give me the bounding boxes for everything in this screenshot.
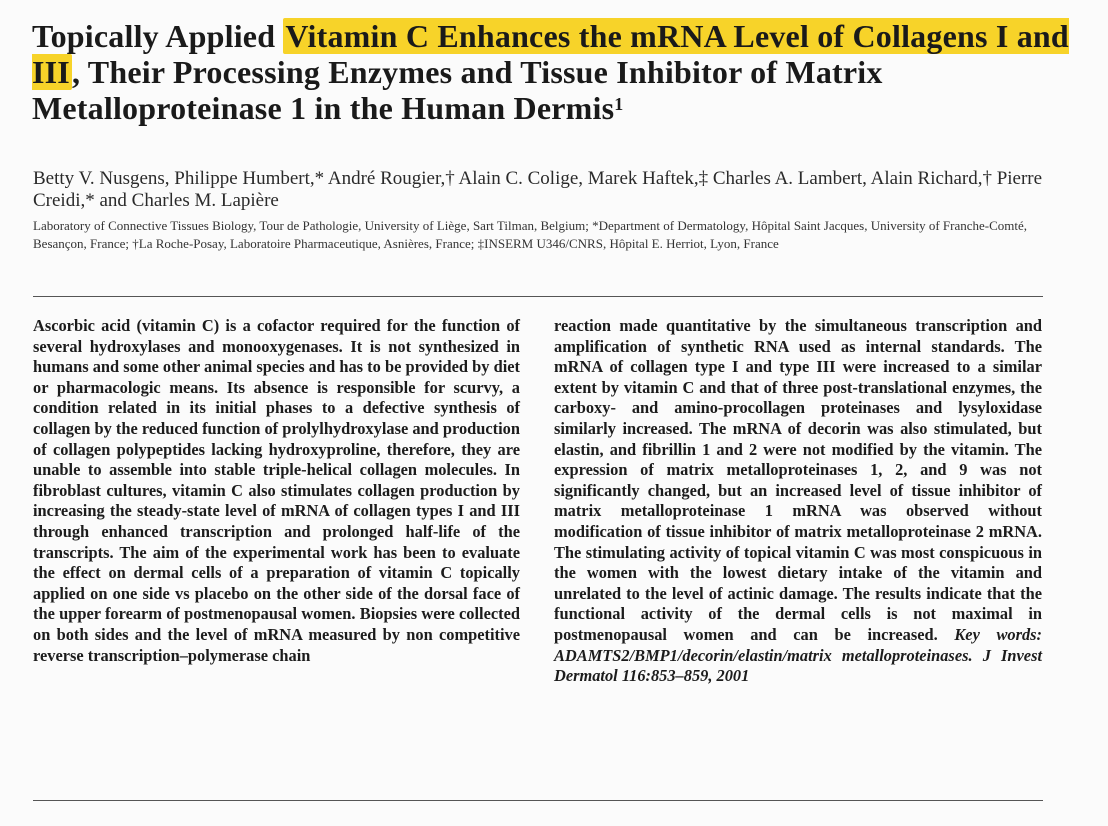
abstract-left-column: Ascorbic acid (vitamin C) is a cofactor required for the function of several hydroxylases and monooxygenases. It is not synthesized in humans and some other animal species and has to be provided by diet or pharmacologic means. Its absence is responsible for scurvy, a condition related in its initial phases to a defective synthesis of collagen by the reduced function of prolylhydroxylase and production of collagen polypeptides lacking hydroxyproline, therefore, they are unable to assemble into stable triple-helical collagen molecules. In fibroblast cultures, vitamin C also stimulates collagen production by increasing the steady-state level of mRNA of collagen types I and III through enhanced transcription and prolonged half-life of the transcripts. The aim of the experimental work has been to evaluate the effect on dermal cells of a preparation of vitamin C topically applied on one side vs placebo on the other side of the dorsal face of the upper forearm of postmenopausal women. Biopsies were collected on both sides and the level of mRNA measured by non competitive reverse transcription–polymerase chain [33, 316, 520, 665]
title-highlight: Vitamin C Enhances the mRNA Level of Collagens I and III [32, 18, 1069, 90]
title-footnote-marker: 1 [614, 94, 624, 114]
abstract-right-column [554, 316, 1042, 687]
title-part2: , Their Processing Enzymes and Tissue Inhibitor of Matrix Metalloproteinase 1 in the Human Dermis [32, 54, 883, 126]
affiliations: Laboratory of Connective Tissues Biology, Tour de Pathologie, University of Liège, Sart Tilman, Belgium; *Department of Dermatology, Hôpital Saint Jacques, University of Franche-Comté, Besançon, France; †La Roche-Posay, Laboratoire Pharmaceutique, Asnières, France; ‡INSERM U346/CNRS, Hôpital E. Herriot, Lyon, France [33, 218, 1028, 251]
keywords: Key words: ADAMTS2/BMP1/decorin/elastin/matrix metalloproteinases. J Invest Dermatol 116:853–859, 2001 [554, 624, 1042, 686]
bottom-divider [33, 800, 1043, 801]
author-list: Betty V. Nusgens, Philippe Humbert,* André Rougier,† Alain C. Colige, Marek Haftek,‡ Charles A. Lambert, Alain Richard,† Pierre Creidi,* and Charles M. Lapière [33, 168, 1043, 211]
abstract-right-text: reaction made quantitative by the simultaneous transcription and amplification of synthetic RNA used as internal standards. The mRNA of collagen type I and type III were increased to a similar extent by vitamin C and that of three post-translational enzymes, the carboxy- and amino-procollagen proteinases and lysyloxidase similarly increased. The mRNA of decorin was also stimulated, but elastin, and fibrillin 1 and 2 were not modified by the vitamin. The expression of matrix metalloproteinases 1, 2, and 9 was not significantly changed, but an increased level of tissue inhibitor of matrix metalloproteinase 1 mRNA was observed without modification of tissue inhibitor of matrix metalloproteinase 2 mRNA. The stimulating activity of topical vitamin C was most conspicuous in the women with the lowest dietary intake of the vitamin and unrelated to the level of actinic damage. The results indicate that the functional activity of the dermal cells is not maximal in postmenopausal women and can be increased. [554, 316, 1042, 644]
paper-title [32, 18, 1082, 126]
title-part1: Topically Applied [32, 18, 284, 54]
top-divider [33, 296, 1043, 297]
